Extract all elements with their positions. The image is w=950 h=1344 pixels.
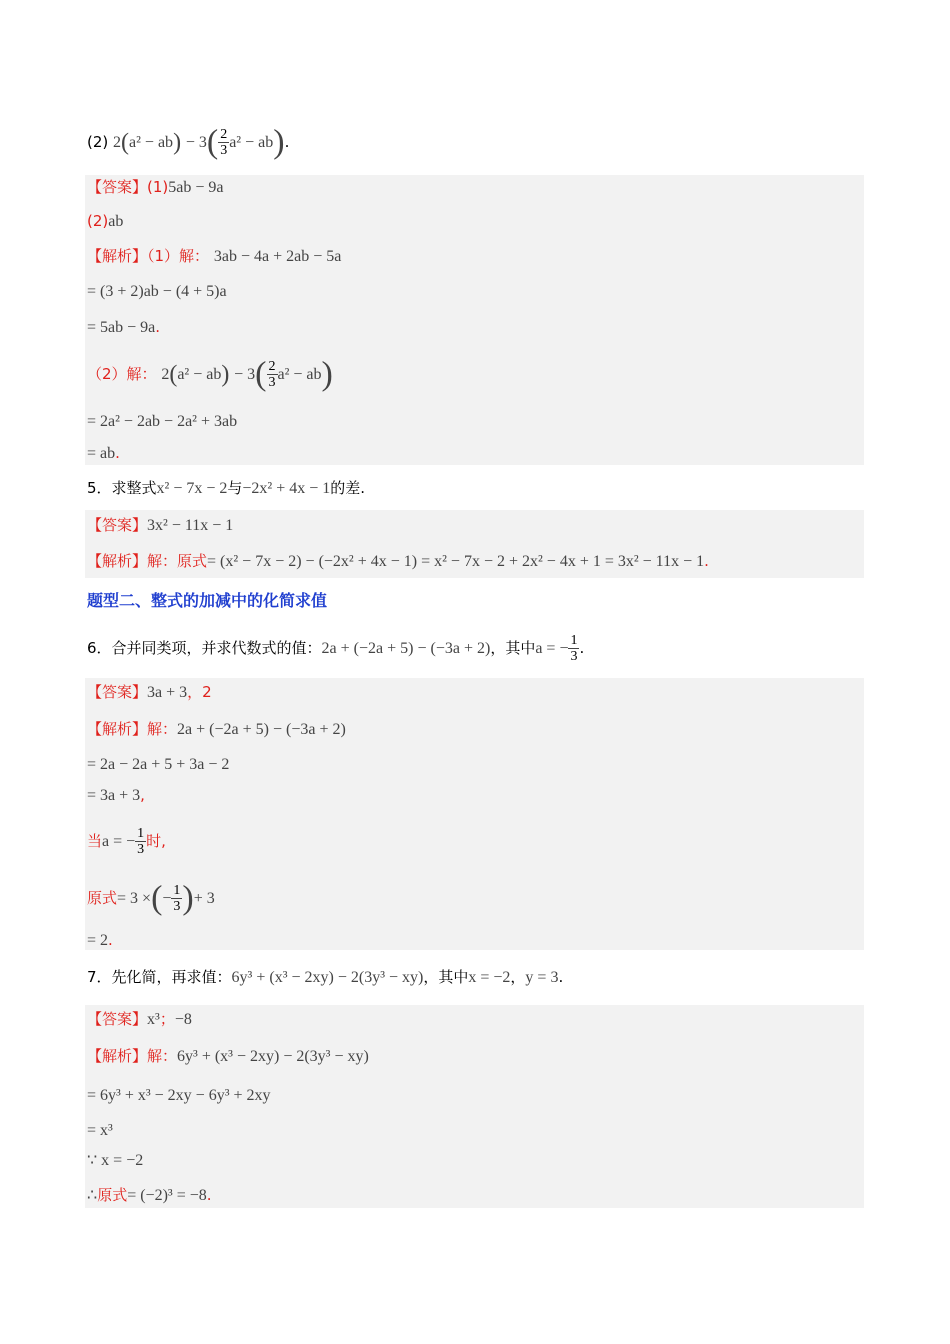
question-5-line	[87, 477, 365, 500]
solution-tag: 【解析】	[87, 552, 148, 570]
expr-coef: 2	[161, 366, 170, 383]
solution-tag: 【解析】	[87, 247, 148, 265]
condition: a = −	[535, 640, 569, 657]
answer-value: 5ab − 9a	[168, 179, 224, 196]
separator: ，	[187, 683, 203, 701]
period: .	[579, 639, 585, 657]
solution-part: （2）解：	[87, 365, 157, 383]
expr-minus: − 3	[234, 366, 256, 383]
solution-1-line5: = 2a² − 2ab − 2a² + 3ab	[87, 413, 238, 430]
question-expr: 2a + (−2a + 5) − (−3a + 2)	[321, 640, 491, 657]
solution-expr: 2a + (−2a + 5) − (−3a + 2)	[177, 721, 346, 738]
answer-value: 3x² − 11x − 1	[147, 517, 234, 534]
solution-lead: 解：原式	[147, 552, 208, 570]
answer-value: ab	[108, 213, 124, 230]
question-text: 与	[227, 479, 243, 497]
solution-1-line6	[87, 442, 120, 465]
question-expr: −2x² + 4x − 1	[242, 480, 331, 497]
solution-expr: 6y³ + (x³ − 2xy) − 2(3y³ − xy)	[177, 1048, 369, 1065]
question-text: ，其中	[423, 968, 469, 986]
answer-5-line	[87, 514, 233, 537]
solution-1-line2: = (3 + 2)ab − (4 + 5)a	[87, 283, 227, 300]
question-label: 6．合并同类项，并求代数式的值：	[87, 639, 322, 657]
solution-part: （1）解：	[147, 247, 210, 265]
answer-1b-line	[87, 210, 123, 233]
original-expr-label: 原式	[97, 1186, 128, 1204]
solution-6-line2: = 2a − 2a + 5 + 3a − 2	[87, 756, 230, 773]
period: .	[284, 133, 290, 151]
part-label: (2)	[87, 212, 109, 230]
question-6-line	[87, 633, 584, 664]
fraction: $\frac{1}{3}$	[173, 883, 181, 914]
fraction: $\frac{2}{3}$	[220, 127, 228, 158]
question-expr: x² − 7x − 2	[156, 480, 228, 497]
solution-expr: = (x² − 7x − 2) − (−2x² + 4x − 1) = x² − 7x − 2 + 2x² − 4x + 1 = 3x² − 11x − 1	[207, 553, 705, 570]
part-label: (1)	[147, 178, 169, 196]
solution-1-line4: （2）解： 2(a² − ab) − 3( $\frac{2}{3}$ a² − ab)	[87, 355, 333, 393]
answer-value: 3a + 3	[147, 684, 188, 701]
period: .	[704, 552, 709, 570]
original-expr-label: 原式	[87, 889, 118, 907]
solution-expr: + 3	[193, 890, 215, 907]
condition: y = 3	[525, 969, 559, 986]
solution-6-line5: 原式= 3 ×(− $\frac{1}{3}$ )+ 3	[87, 879, 215, 917]
solution-expr: = 2	[87, 932, 109, 949]
expr-term: a² − ab	[129, 134, 174, 151]
solution-7-line4: ∵ x = −2	[87, 1152, 144, 1169]
solution-1-line3	[87, 316, 160, 339]
question-text: ，其中	[490, 639, 536, 657]
solution-1-line1	[87, 245, 341, 268]
solution-expr: = (−2)³ = −8	[127, 1187, 207, 1204]
when-text: 当	[87, 832, 103, 850]
solution-6-line6	[87, 929, 113, 952]
solution-expr: = 5ab − 9a	[87, 319, 156, 336]
answer-6-line	[87, 681, 212, 704]
expr-term: a² − ab	[177, 366, 222, 383]
separator: ；	[159, 1010, 175, 1028]
question-text: 的差.	[330, 479, 366, 497]
answer-tag: 【答案】	[87, 178, 148, 196]
answer-value: x³	[147, 1011, 160, 1028]
question-7-line	[87, 966, 563, 989]
condition: a = −	[102, 833, 136, 850]
fraction: $\frac{1}{3}$	[570, 633, 578, 664]
solution-expr: 3ab − 4a + 2ab − 5a	[213, 248, 342, 265]
separator: ，	[510, 968, 526, 986]
expr-minus: − 3	[185, 134, 207, 151]
solution-expr: = 3a + 3	[87, 787, 141, 804]
expr-term: a² − ab	[229, 134, 274, 151]
solution-6-line1	[87, 718, 346, 741]
condition: x = −2	[468, 969, 511, 986]
answer-value: 2	[202, 683, 212, 701]
answer-tag: 【答案】	[87, 1010, 148, 1028]
solution-lead: 解：	[147, 720, 178, 738]
answer-tag: 【答案】	[87, 516, 148, 534]
solution-6-line4	[87, 826, 166, 857]
question-label: 5．求整式	[87, 479, 157, 497]
fraction: $\frac{1}{3}$	[137, 826, 145, 857]
question-2-label: (2)	[87, 133, 109, 151]
solution-expr: = ab	[87, 445, 116, 462]
question-expr: 6y³ + (x³ − 2xy) − 2(3y³ − xy)	[231, 969, 424, 986]
period: .	[206, 1186, 212, 1204]
solution-6-line3	[87, 784, 145, 807]
answer-1-line	[87, 176, 224, 199]
section-heading: 题型二、整式的加减中的化简求值	[87, 591, 328, 610]
solution-lead: 解：	[147, 1047, 178, 1065]
answer-value: −8	[174, 1011, 192, 1028]
expr-coef: 2	[113, 134, 122, 151]
minus-sign: −	[162, 890, 172, 907]
question-label: 7．先化简，再求值：	[87, 968, 232, 986]
solution-tag: 【解析】	[87, 1047, 148, 1065]
answer-7-line	[87, 1008, 192, 1031]
solution-7-line3: = x³	[87, 1122, 113, 1139]
solution-tag: 【解析】	[87, 720, 148, 738]
expr-term: a² − ab	[277, 366, 322, 383]
period: .	[115, 444, 120, 462]
period: .	[108, 931, 113, 949]
period: .	[155, 318, 161, 336]
solution-7-line2: = 6y³ + x³ − 2xy − 6y³ + 2xy	[87, 1087, 271, 1104]
solution-7-line1	[87, 1045, 369, 1068]
comma: ,	[140, 786, 145, 804]
fraction: $\frac{2}{3}$	[268, 359, 276, 390]
question-2-line: (2) 2(a² − ab) − 3( $\frac{2}{3}$ a² − ab).	[87, 123, 290, 161]
solution-expr: = 3 ×	[117, 890, 152, 907]
period: .	[558, 968, 564, 986]
solution-5-line	[87, 550, 709, 573]
when-text: 时,	[146, 832, 166, 850]
therefore-symbol: ∴	[87, 1187, 98, 1204]
solution-7-line5	[87, 1184, 212, 1207]
answer-tag: 【答案】	[87, 683, 148, 701]
